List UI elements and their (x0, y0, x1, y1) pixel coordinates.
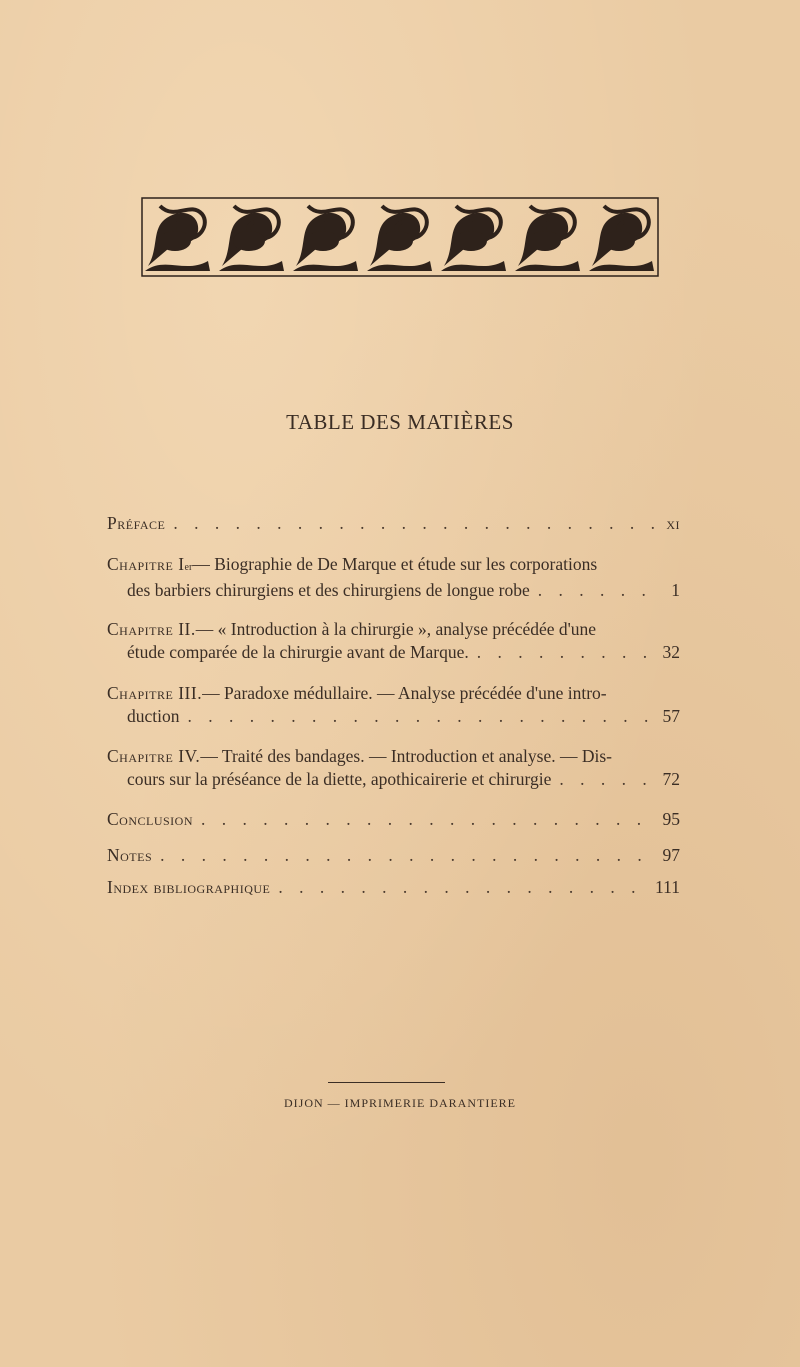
toc-label: Conclusion (107, 809, 194, 829)
toc-title-line1: — Biographie de De Marque et étude sur les corporations (192, 554, 598, 574)
toc-label: Index bibliographique (107, 877, 271, 897)
toc-title-line2: duction (127, 706, 180, 726)
toc-entry-conclusion (107, 808, 680, 831)
toc-entry-chapitre-4 (107, 745, 680, 791)
toc-page: 111 (655, 877, 680, 897)
toc-chapter-head: Chapitre IV. (107, 746, 201, 766)
toc-superscript: er (184, 562, 193, 573)
leader-dots (188, 705, 655, 728)
toc-entry-chapitre-2 (107, 618, 680, 664)
toc-entry-preface (107, 512, 680, 535)
printer-imprint: DIJON — IMPRIMERIE DARANTIERE (284, 1096, 516, 1110)
page-title: TABLE DES MATIÈRES (286, 410, 514, 434)
toc-title-line1: — Paradoxe médullaire. — Analyse précédée d'une intro- (202, 683, 607, 703)
toc-title-line1: — « Introduction à la chirurgie », analyse précédée d'une (195, 619, 597, 639)
toc-chapter-head: Chapitre III. (107, 683, 203, 703)
divider-rule (328, 1082, 445, 1083)
toc-entry-notes (107, 844, 680, 867)
toc-label: Préface (107, 513, 166, 533)
leader-dots (538, 579, 664, 602)
toc-label: Notes (107, 845, 153, 865)
toc-entry-chapitre-1 (107, 553, 680, 602)
toc-page: 32 (662, 642, 680, 662)
toc-page: 57 (662, 706, 680, 726)
toc-title-line2: cours sur la préséance de la diette, apothicairerie et chirurgie (127, 769, 552, 789)
toc-title-line2: des barbiers chirurgiens et des chirurgiens de longue robe (127, 580, 530, 600)
toc-page: 95 (662, 809, 680, 829)
toc-entry-index (107, 876, 680, 899)
toc-page: 72 (662, 769, 680, 789)
leader-dots (278, 876, 647, 899)
toc-chapter-head: Chapitre I (107, 554, 185, 574)
toc-page: 97 (662, 845, 680, 865)
toc-chapter-head: Chapitre II. (107, 619, 196, 639)
toc-title-line2: étude comparée de la chirurgie avant de Marque. (127, 642, 469, 662)
leader-dots (201, 808, 654, 831)
toc-title-line1: — Traité des bandages. — Introduction et analyse. — Dis- (200, 746, 612, 766)
leader-dots (477, 641, 655, 664)
floral-vignette-icon (140, 196, 660, 278)
toc-page: 1 (671, 580, 680, 600)
toc-page: xi (666, 513, 680, 533)
leader-dots (559, 768, 654, 791)
toc-entry-chapitre-3 (107, 682, 680, 728)
leader-dots (160, 844, 654, 867)
leader-dots (173, 512, 658, 535)
